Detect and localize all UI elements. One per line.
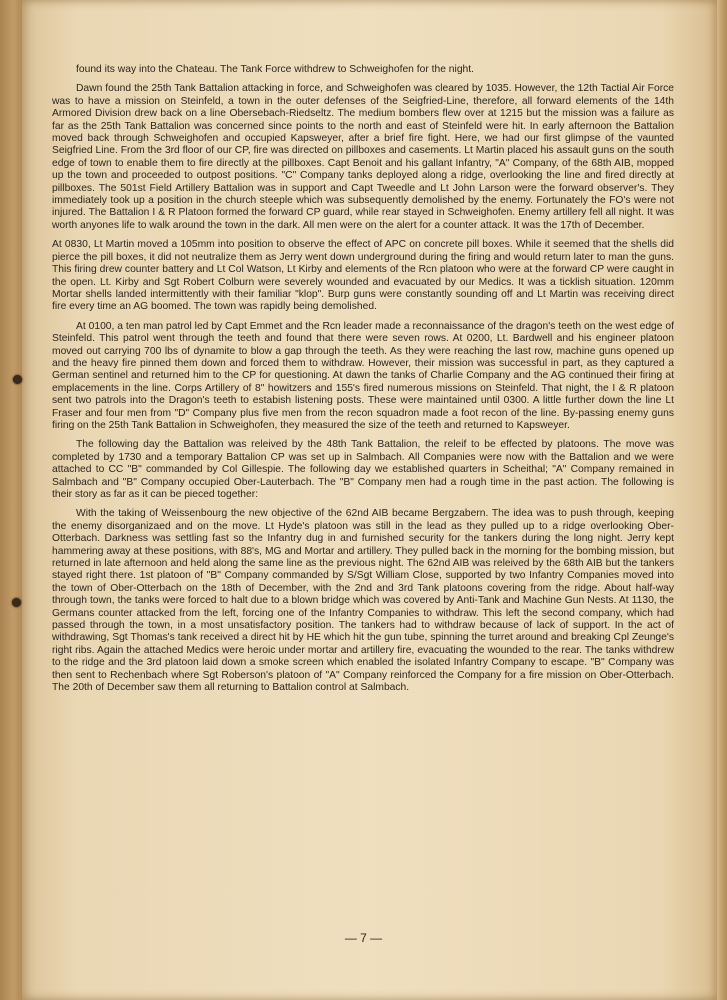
binding-hole [13, 375, 22, 384]
paragraph: At 0100, a ten man patrol led by Capt Emmet and the Rcn leader made a reconnaissance of the dragon's teeth on the west edge of Steinfeld. This patrol went through the teeth and found that there were seven rows. At 0200, Lt. Bardwell and his engineer platoon moved out carrying 700 lbs of dynamite to blow a gap through the teeth. As they were reaching the last row, machine guns opened up and the heavy fire pinned them down and forced them to withdraw. However, their mission was successful in part, as they captured a German sentinel and returned him to the CP for questioning. At dawn the tanks of Charlie Company and the AG continued their firing at emplacements in the line. Corps Artillery of 8" howitzers and 155's fired numerous missions on Steinfeld. That night, the I & R platoon sent two patrols into the Dragon's teeth to estabish listening posts. These were maintained until 0300. A little further down the line Lt Fraser and four men from "D" Company plus five men from the recon squadron made a foot recon of the line. By-passing enemy guns firing on the 25th Tank Battalion in Schweighofen, they measured the size of the teeth and returned to Kapsweyer. [52, 320, 674, 431]
paragraph: At 0830, Lt Martin moved a 105mm into position to observe the effect of APC on concrete pill boxes. While it seemed that the shells did pierce the pill boxes, it did not neutralize them as Jerry went down underground during the firing and would return later to man the guns. This firing drew counter battery and Lt Col Watson, Lt Kirby and elements of the Rcn platoon who were at the forward CP were caught in the open. Lt. Kirby and Sgt Robert Colburn were severely wounded and evacuated by our Medics. It was a ticklish situation. 120mm Mortar shells landed intermittently with their familiar "klop". Burp guns were constantly sounding off and Lt Martin was receiving direct fire every time an AG boomed. The town was rapidly being demolished. [52, 239, 674, 313]
page-number: — 7 — [344, 931, 383, 945]
paragraph: With the taking of Weissenbourg the new objective of the 62nd AIB became Bergzabern. The idea was to push through, keeping the enemy disorganizaed and on the move. Lt Hyde's platoon was still in the lead as they pulled up to a ridge overlooking Ober-Otterbach. Darkness was settling fast so the Infantry dug in and furnished security for the tankers during the long night. Jerry kept hammering away at these positions, with 88's, MG and Mortar and artillery. They pulled back in the morning for the bombing mission, but returned in late afternoon and held along the same line as the previous night. The 62nd AIB was releived by the 68th AIB but the tankers stayed right there. 1st platoon of "B" Company commanded by S/Sgt William Close, supported by two Infantry Companies moved into the town of Ober-Otterbach on the 18th of December, with the 2nd and 3rd Tank platoons covering from the ridge. About half-way through town, the tanks were forced to halt due to a blown bridge which was covered by Anti-Tank and Machine Gun Nests. At 1130, the Germans counter attacked from the left, forcing one of the Infantry Companies to withdraw. This left the second company, which had passed through the town, in a most unsatisfactory position. The tankers had to withdraw because of lack of support. In the act of withdrawing, Sgt Thomas's tank received a direct hit by HE which hit the gun tube, spinning the turret around and breaking Cpl Zeunge's right ribs. Again the attached Medics were heroic under mortar and artillery fire, evacuating the wounded to the rear. The tanks withdrew to the ridge and the 3rd platoon laid down a smoke screen which enabled the isolated Infantry Company to escape. "B" Company was then sent to Rechenbach where Sgt Roberson's platoon of "A" Company reinforced the Company for a fire mission on Ober-Otterbach. The 20th of December saw them all returning to Battalion control at Salmbach. [52, 508, 674, 694]
paragraph: Dawn found the 25th Tank Battalion attacking in force, and Schweighofen was cleared by 1035. However, the 12th Tactial Air Force was to have a mission on Steinfeld, a town in the outer defenses of the Seigfried-Line, therefore, all forward elements of the 14th Armored Division drew back on a line Obersebach-Riedseltz. The medium bombers flew over at 1215 but the mission was a failure as far as the 25th Tank Battalion was concerned since points to the north and east of Steinfeld were hit. In early afternoon the Battalion moved back through Schweighofen and occupied Kapsweyer, after a brief fire fight. Here, we had our first glimpse of the vaunted Seigfried Line. From the 3rd floor of our CP, fire was directed on pillboxes and casements. Lt Martin placed his assault guns on the south edge of town to enable them to fire directly at the pillboxes. Capt Benoit and his gallant Infantry, "A" Company, of the 68th AIB, mopped up the town and proceeded to outpost positions. "C" Company tanks deployed along a ridge, overlooking the line and fired directly at pillboxes. The 501st Field Artillery Battalion was in support and Capt Tweedle and Lt John Larson were the forward observer's. They immediately took up a position in the church steeple which was subsequently demolished by the enemy. Fortunately the FO's were not injured. The Battalion I & R Platoon formed the forward CP guard, while rear stayed in Schweighofen. Enemy artillery fell all night. It was worth anyones life to walk around the town in the dark. All men were on the alert for a counter attack. It was the 17th of December. [52, 83, 674, 231]
binding-edge [0, 0, 22, 1000]
body-text [52, 64, 674, 702]
binding-hole [12, 598, 21, 607]
paragraph: The following day the Battalion was releived by the 48th Tank Battalion, the releif to be effected by platoons. The move was completed by 1730 and a temporary Battalion CP was set up in Salmbach. All Companies were now with the Battalion and we were attached to CC "B" commanded by Col Gillespie. The following day we established quarters in Scheithal; "A" Company remained in Salmbach and "B" Company occupied Ober-Lauterbach. The "B" Company men had a rough time in the past action. The following is their story as far as it can be pieced together: [52, 439, 674, 500]
page-edge [717, 0, 727, 1000]
paragraph: found its way into the Chateau. The Tank Force withdrew to Schweighofen for the night. [76, 64, 474, 75]
